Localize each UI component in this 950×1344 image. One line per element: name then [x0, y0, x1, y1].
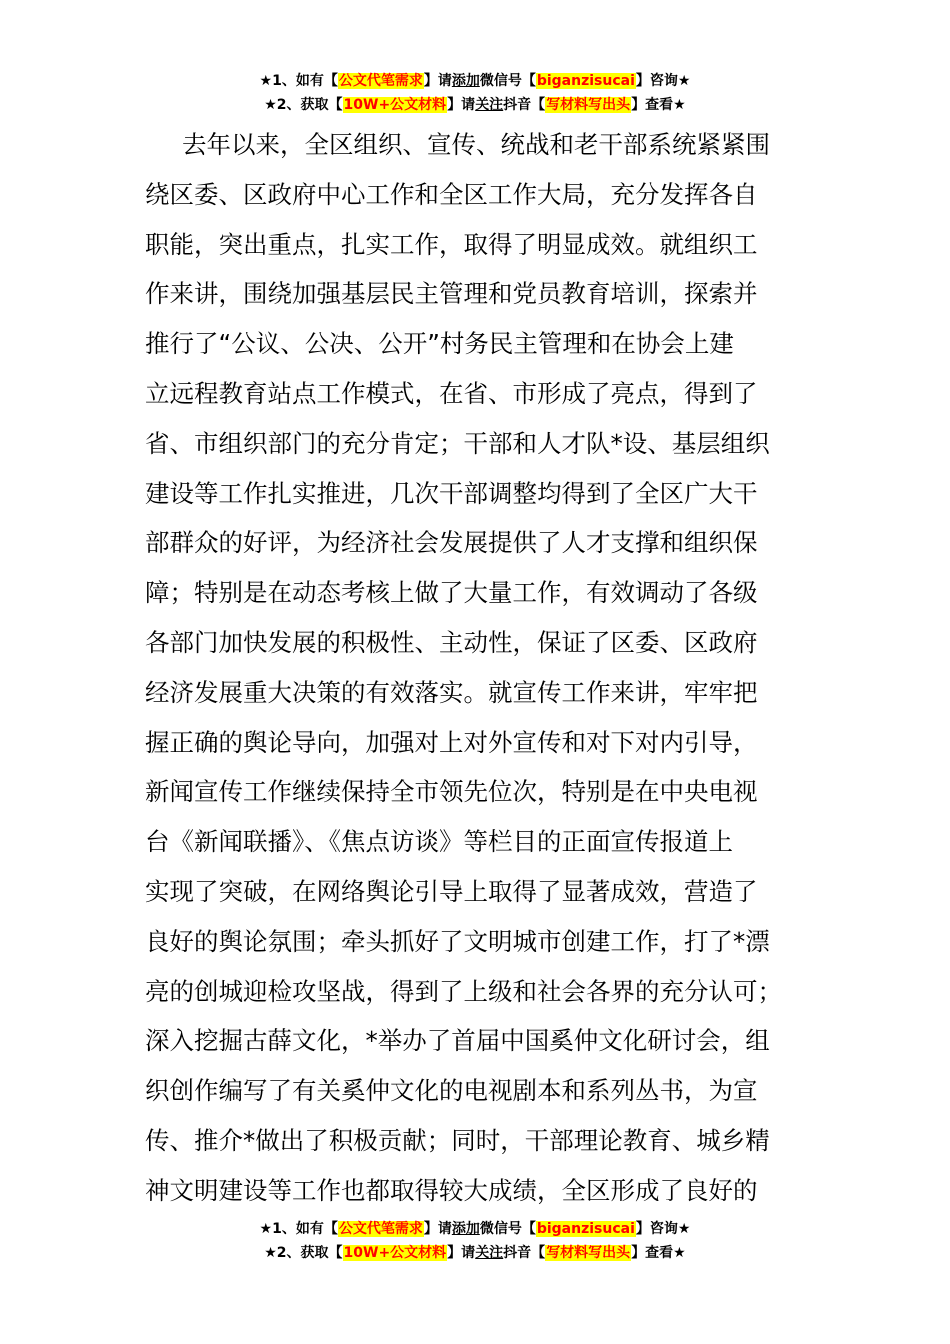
banner-text: 】请: [447, 97, 476, 113]
banner-suffix: 】咨询★: [635, 1221, 691, 1237]
banner-prefix: ★2、获取【: [264, 1245, 343, 1261]
paragraph-line: 握正确的舆论导向，加强对上对外宣传和对下对内引导，: [145, 727, 758, 757]
banner-highlight: 公文代笔需求: [338, 73, 423, 89]
banner-suffix: 】查看★: [631, 1245, 686, 1261]
paragraph-line: 神文明建设等工作也都取得较大成绩，全区形成了良好的: [145, 1175, 758, 1205]
banner-underlined-text: 添加: [451, 1221, 480, 1237]
banner-text: 】请: [423, 73, 452, 89]
paragraph-line: 良好的舆论氛围；牵头抓好了文明城市创建工作，打了*漂: [145, 926, 770, 956]
banner-underlined-text: 关注: [475, 1245, 504, 1261]
paragraph-line: 省、市组织部门的充分肯定；干部和人才队*设、基层组织: [145, 428, 770, 458]
banner-suffix: 】查看★: [631, 97, 686, 113]
paragraph-line: 各部门加快发展的积极性、主动性，保证了区委、区政府: [145, 627, 758, 657]
footer-banner: [0, 1217, 950, 1265]
banner-prefix: ★1、如有【: [259, 1221, 338, 1237]
banner-line-2: [0, 93, 950, 117]
banner-text: 抖音【: [503, 97, 546, 113]
paragraph-line: 部群众的好评，为经济社会发展提供了人才支撑和组织保: [145, 528, 758, 558]
header-banner: [0, 69, 950, 117]
banner-underlined-text: 关注: [475, 97, 504, 113]
paragraph-line: 织创作编写了有关奚仲文化的电视剧本和系列丛书，为宣: [145, 1076, 758, 1106]
banner-line-1: [0, 1217, 950, 1241]
paragraph-line: 绕区委、区政府中心工作和全区工作大局，充分发挥各自: [145, 179, 758, 209]
paragraph-line: 传、推介*做出了积极贡献；同时，干部理论教育、城乡精: [145, 1125, 770, 1155]
banner-underlined-text: 添加: [451, 73, 480, 89]
banner-prefix: ★1、如有【: [259, 73, 338, 89]
paragraph-line: 立远程教育站点工作模式，在省、市形成了亮点，得到了: [145, 378, 758, 408]
paragraph-line: 障；特别是在动态考核上做了大量工作，有效调动了各级: [145, 578, 758, 608]
banner-douyin-id: 写材料写出头: [546, 1245, 631, 1261]
paragraph-line: 深入挖掘古薛文化，*举办了首届中国奚仲文化研讨会，组: [145, 1026, 770, 1056]
paragraph-line: 推行了“公议、公决、公开”村务民主管理和在协会上建: [145, 329, 734, 359]
paragraph-line: 经济发展重大决策的有效落实。就宣传工作来讲，牢牢把: [145, 677, 758, 707]
paragraph-line: 建设等工作扎实推进，几次干部调整均得到了全区广大干: [145, 478, 758, 508]
banner-wechat-id: biganzisucai: [536, 73, 635, 89]
paragraph-line: 新闻宣传工作继续保持全市领先位次，特别是在中央电视: [145, 777, 758, 807]
banner-highlight: 公文代笔需求: [338, 1221, 423, 1237]
paragraph-line: 作来讲，围绕加强基层民主管理和党员教育培训，探索并: [145, 279, 758, 309]
paragraph-line: 实现了突破，在网络舆论引导上取得了显著成效，营造了: [145, 876, 758, 906]
banner-text: 】请: [423, 1221, 452, 1237]
banner-highlight: 10W+公文材料: [343, 97, 447, 113]
banner-douyin-id: 写材料写出头: [546, 97, 631, 113]
banner-text: 抖音【: [503, 1245, 546, 1261]
banner-text: 微信号【: [479, 1221, 536, 1237]
banner-highlight: 10W+公文材料: [343, 1245, 447, 1261]
banner-line-1: [0, 69, 950, 93]
paragraph-line: 亮的创城迎检攻坚战，得到了上级和社会各界的充分认可；: [145, 976, 782, 1006]
paragraph-line: 去年以来，全区组织、宣传、统战和老干部系统紧紧围: [182, 130, 770, 159]
banner-text: 微信号【: [479, 73, 536, 89]
banner-wechat-id: biganzisucai: [536, 1221, 635, 1237]
banner-prefix: ★2、获取【: [264, 97, 343, 113]
banner-suffix: 】咨询★: [635, 73, 691, 89]
paragraph-line: 台《新闻联播》、《焦点访谈》等栏目的正面宣传报道上: [145, 827, 733, 857]
body-paragraph: [0, 120, 950, 1216]
banner-line-2: [0, 1241, 950, 1265]
banner-text: 】请: [447, 1245, 476, 1261]
paragraph-line: 职能，突出重点，扎实工作，取得了明显成效。就组织工: [145, 229, 758, 259]
